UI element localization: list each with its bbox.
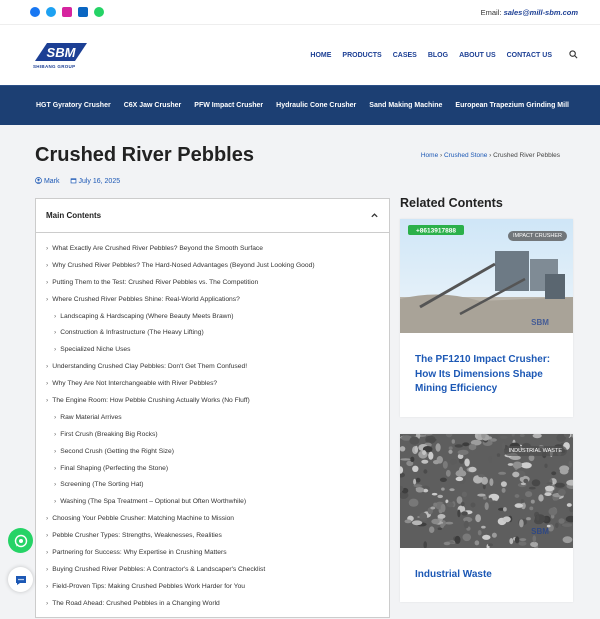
gravel-stone — [429, 526, 434, 533]
gravel-stone — [482, 534, 490, 539]
gravel-stone — [555, 522, 559, 527]
gravel-stone — [421, 459, 428, 463]
gravel-stone — [441, 503, 446, 511]
gravel-stone — [413, 478, 416, 484]
gravel-stone — [519, 538, 526, 541]
gravel-stone — [555, 482, 565, 487]
chat-icon — [14, 573, 28, 587]
gravel-stone — [469, 444, 477, 450]
toc-item[interactable]: › Where Crushed River Pebbles Shine: Real-World Applications? — [36, 292, 389, 309]
toc-item[interactable]: › Specialized Niche Uses — [36, 342, 389, 359]
gravel-stone — [497, 453, 500, 457]
gravel-stone — [544, 492, 551, 496]
breadcrumb-crushed-stone[interactable]: Crushed Stone — [443, 152, 488, 159]
toc-item[interactable]: › First Crush (Breaking Big Rocks) — [36, 427, 389, 444]
nav-cases[interactable]: CASES — [392, 51, 417, 59]
gravel-stone — [441, 487, 445, 490]
search-icon[interactable] — [569, 46, 578, 64]
gravel-stone — [519, 519, 524, 527]
logo[interactable] — [33, 41, 89, 69]
toc-item[interactable]: › Understanding Crushed Clay Pebbles: Don't Get Them Confused! — [36, 359, 389, 376]
gravel-stone — [457, 509, 460, 517]
gravel-stone — [512, 471, 519, 477]
email-label: Email: — [480, 7, 502, 17]
watermark-text: SBM — [531, 526, 549, 536]
gravel-stone — [536, 514, 539, 520]
product-link[interactable]: C6X Jaw Crusher — [123, 102, 182, 109]
author[interactable] — [35, 177, 60, 185]
gravel-stone — [547, 482, 553, 484]
gravel-stone — [490, 438, 497, 441]
toc-list — [36, 233, 389, 613]
gravel-stone — [489, 497, 493, 502]
watermark-text: SBM — [531, 318, 549, 327]
gravel-stone — [538, 494, 543, 501]
gravel-stone — [551, 471, 556, 475]
toc-item[interactable]: › Washing (The Spa Treatment – Optional but Often Worthwhile) — [36, 494, 389, 511]
gravel-stone — [416, 477, 421, 482]
gravel-stone — [461, 511, 467, 515]
toc-item[interactable]: › What Exactly Are Crushed River Pebbles? Beyond the Smooth Surface — [36, 241, 389, 258]
gravel-stone — [462, 442, 469, 446]
card-image-plant[interactable] — [400, 219, 573, 333]
gravel-stone — [409, 498, 419, 506]
author-name[interactable]: Mark — [43, 178, 60, 185]
gravel-stone — [509, 538, 513, 544]
gravel-stone — [478, 474, 484, 477]
logo-text: SBM — [46, 45, 76, 60]
gravel-stone — [455, 444, 463, 447]
gravel-stone — [416, 487, 424, 492]
gravel-stone — [412, 465, 418, 471]
gravel-stone — [471, 502, 476, 507]
gravel-stone — [523, 478, 528, 482]
gravel-stone — [562, 523, 572, 527]
email-link[interactable]: sales@mill-sbm.com — [503, 7, 578, 17]
gravel-stone — [458, 449, 469, 454]
logo-mark — [33, 41, 89, 63]
gravel-stone — [498, 471, 506, 474]
post-date-text: July 16, 2025 — [78, 178, 121, 185]
gravel-stone — [475, 540, 480, 545]
gravel-stone — [438, 514, 446, 519]
breadcrumb-home[interactable]: Home — [420, 152, 439, 159]
page-title: Crushed River Pebbles — [35, 144, 254, 166]
toc-item[interactable]: › The Engine Room: How Pebble Crushing Actually Works (No Fluff) — [36, 393, 389, 410]
gravel-stone — [529, 486, 536, 489]
gravel-stone — [530, 541, 538, 546]
gravel-stone — [508, 463, 514, 466]
toc-item[interactable]: › Why They Are Not Interchangeable with River Pebbles? — [36, 376, 389, 393]
gravel-stone — [455, 535, 461, 543]
gravel-stone — [445, 521, 453, 524]
gravel-stone — [421, 518, 427, 521]
toc-item[interactable]: › Putting Them to the Test: Crushed River Pebbles vs. The Competition — [36, 275, 389, 292]
gravel-stone — [431, 518, 439, 523]
card-title[interactable]: Industrial Waste — [415, 568, 492, 580]
gravel-stone — [433, 460, 439, 464]
gravel-stone — [440, 477, 447, 481]
gravel-stone — [456, 476, 464, 480]
gravel-stone — [559, 518, 565, 524]
gravel-stone — [489, 478, 493, 486]
chevron-up-icon — [370, 211, 379, 220]
breadcrumb-current: Crushed River Pebbles — [493, 152, 560, 159]
product-link[interactable]: PFW Impact Crusher — [194, 102, 264, 109]
toc-item[interactable]: › Partnering for Success: Why Expertise in Crushing Matters — [36, 545, 389, 562]
gravel-stone — [443, 461, 448, 469]
post-meta — [35, 177, 120, 185]
gravel-stone — [468, 466, 476, 471]
gravel-stone — [463, 533, 472, 541]
twitter-icon[interactable] — [46, 7, 56, 17]
card-image-waste[interactable] — [400, 434, 573, 548]
gravel-stone — [464, 458, 469, 466]
user-icon — [35, 177, 42, 184]
toc-item[interactable]: › Second Crush (Getting the Right Size) — [36, 444, 389, 461]
gravel-stone — [531, 499, 535, 503]
gravel-stone — [567, 503, 572, 507]
gravel-stone — [549, 507, 558, 515]
gravel-stone — [432, 492, 438, 495]
card-tag[interactable]: IMPACT CRUSHER — [508, 231, 567, 241]
gravel-stone — [529, 506, 533, 510]
gravel-stone — [502, 487, 506, 492]
gravel-stone — [449, 446, 453, 449]
gravel-stone — [413, 484, 422, 487]
gravel-stone — [503, 507, 507, 511]
gravel-stone — [560, 468, 569, 474]
top-bar — [0, 0, 600, 25]
breadcrumb — [421, 152, 560, 159]
gravel-stone — [563, 536, 573, 543]
gravel-stone — [515, 536, 519, 543]
main-nav — [310, 46, 578, 64]
toc-item[interactable]: › Landscaping & Hardscaping (Where Beauty Meets Brawn) — [36, 309, 389, 326]
nav-blog[interactable]: BLOG — [427, 51, 449, 59]
gravel-stone — [415, 445, 418, 452]
whatsapp-icon — [14, 534, 28, 548]
toc-item[interactable]: › Buying Crushed River Pebbles: A Contractor's & Landscaper's Checklist — [36, 562, 389, 579]
product-link[interactable]: Sand Making Machine — [369, 102, 443, 109]
whatsapp-button[interactable] — [8, 528, 33, 553]
gravel-stone — [456, 469, 467, 476]
gravel-stone — [521, 499, 525, 503]
toc-item[interactable]: › Raw Material Arrives — [36, 410, 389, 427]
toc-item[interactable]: › Final Shaping (Perfecting the Stone) — [36, 461, 389, 478]
toc-item[interactable]: › Screening (The Sorting Hat) — [36, 477, 389, 494]
facebook-icon[interactable] — [30, 7, 40, 17]
chat-button[interactable] — [8, 567, 33, 592]
site-header — [0, 25, 600, 85]
toc-title: Main Contents — [46, 211, 102, 220]
toc-item[interactable]: › Construction & Infrastructure (The Heavy Lifting) — [36, 325, 389, 342]
gravel-stone — [452, 439, 455, 444]
gravel-stone — [433, 502, 437, 506]
product-link[interactable]: Hydraulic Cone Crusher — [276, 102, 357, 109]
gravel-stone — [525, 491, 532, 497]
toc-header[interactable] — [36, 199, 389, 233]
nav-contact-us[interactable]: CONTACT US — [506, 51, 552, 59]
gravel-stone — [569, 460, 572, 467]
gravel-stone — [400, 458, 410, 460]
gravel-stone — [446, 469, 451, 476]
toc-item[interactable]: › Field-Proven Tips: Making Crushed Pebbles Work Harder for You — [36, 579, 389, 596]
gravel-stone — [448, 449, 452, 453]
gravel-stone — [428, 451, 433, 459]
gravel-stone — [477, 493, 485, 496]
gravel-stone — [423, 469, 427, 473]
nav-about-us[interactable]: ABOUT US — [459, 51, 496, 59]
related-title: Related Contents — [400, 196, 503, 210]
gravel-stone — [503, 516, 511, 522]
gravel-stone — [515, 494, 520, 498]
toc-item[interactable]: › Choosing Your Pebble Crusher: Matching Machine to Mission — [36, 511, 389, 528]
gravel-stone — [462, 491, 467, 496]
instagram-icon[interactable] — [62, 7, 72, 17]
gravel-stone — [427, 438, 437, 441]
gravel-stone — [409, 436, 419, 444]
breadcrumb-separator: › — [440, 152, 444, 159]
related-contents — [400, 196, 573, 619]
gravel-stone — [526, 517, 531, 520]
breadcrumb-separator: › — [489, 152, 494, 159]
gravel-stone — [422, 450, 426, 455]
gravel-stone — [430, 506, 435, 509]
product-link[interactable]: European Trapezium Grinding Mill — [455, 102, 569, 109]
nav-products[interactable]: PRODUCTS — [342, 51, 382, 59]
gravel-stone — [485, 502, 489, 510]
product-bar — [0, 85, 600, 125]
title-row — [35, 144, 560, 167]
gravel-stone — [483, 496, 487, 500]
whatsapp-icon[interactable] — [94, 7, 104, 17]
gravel-stone — [478, 530, 482, 535]
gravel-stone — [510, 455, 521, 460]
gravel-stone — [545, 485, 555, 491]
gravel-stone — [493, 434, 499, 439]
related-card[interactable] — [400, 434, 573, 603]
contact-email — [481, 8, 578, 17]
gravel-stone — [440, 523, 444, 528]
post-date — [70, 177, 121, 185]
toc-item[interactable]: › The Road Ahead: Crushed Pebbles in a Changing World — [36, 596, 389, 613]
social-links — [30, 7, 104, 17]
gravel-stone — [513, 461, 522, 468]
gravel-stone — [515, 503, 523, 508]
gravel-stone — [461, 501, 465, 505]
calendar-icon — [70, 177, 77, 184]
logo-subtitle: SHIBANG GROUP — [33, 64, 76, 69]
product-link[interactable]: HGT Gyratory Crusher — [36, 102, 111, 109]
gravel-stone — [558, 488, 566, 495]
gravel-stone — [412, 520, 422, 525]
related-card[interactable] — [400, 219, 573, 417]
toc-item[interactable]: › Why Crushed River Pebbles? The Hard-Nosed Advantages (Beyond Just Looking Good) — [36, 258, 389, 275]
phone-number-text: +8613917888 — [416, 227, 456, 235]
gravel-stone — [446, 501, 453, 506]
linkedin-icon[interactable] — [78, 7, 88, 17]
card-tag[interactable]: INDUSTRIAL WASTE — [504, 446, 567, 456]
gravel-stone — [444, 541, 451, 544]
gravel-stone — [519, 541, 527, 545]
gravel-stone — [437, 494, 443, 497]
gravel-stone — [481, 525, 486, 528]
gravel-stone — [544, 463, 547, 467]
gravel-stone — [533, 535, 537, 542]
gravel-stone — [500, 435, 508, 438]
table-of-contents — [35, 198, 390, 618]
toc-item[interactable]: › Pebble Crusher Types: Strengths, Weaknesses, Realities — [36, 528, 389, 545]
gravel-stone — [520, 434, 525, 437]
gravel-stone — [410, 456, 414, 461]
gravel-stone — [532, 479, 541, 486]
gravel-stone — [450, 458, 457, 464]
gravel-stone — [405, 519, 412, 523]
gravel-stone — [475, 514, 481, 522]
card-title[interactable]: The PF1210 Impact Crusher: How Its Dimensions Shape Mining Efficiency — [415, 354, 551, 394]
gravel-stone — [436, 443, 441, 451]
gravel-stone — [488, 543, 493, 546]
gravel-stone — [488, 455, 492, 463]
nav-home[interactable]: HOME — [310, 51, 332, 59]
gravel-stone — [492, 532, 497, 537]
gravel-stone — [464, 520, 469, 528]
gravel-stone — [501, 481, 507, 487]
gravel-stone — [449, 488, 454, 491]
